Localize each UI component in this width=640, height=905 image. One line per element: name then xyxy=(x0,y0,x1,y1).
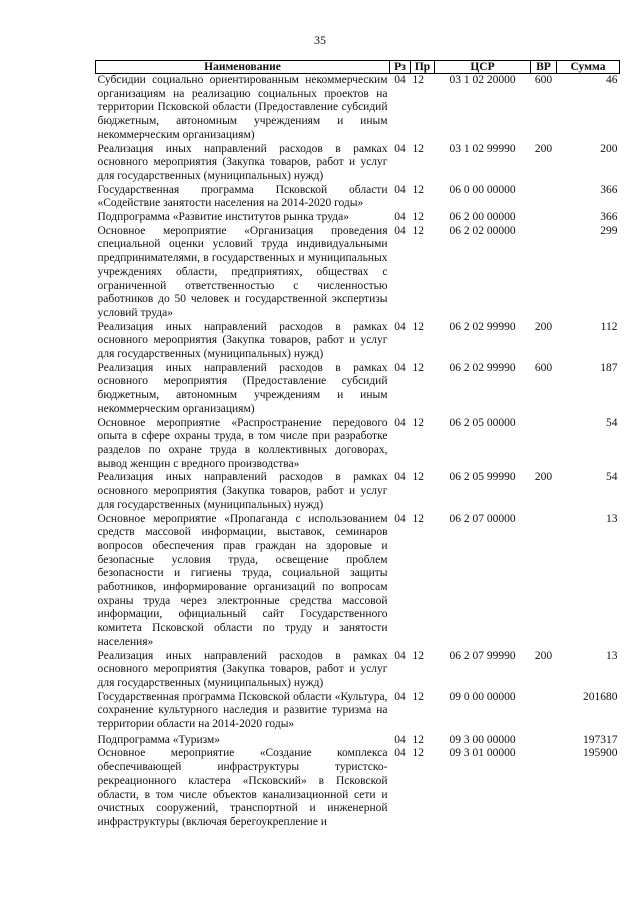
row-sum: 187 xyxy=(600,361,618,374)
row-name: Подпрограмма «Туризм» xyxy=(97,733,221,746)
budget-table xyxy=(95,60,620,830)
row-vr xyxy=(531,691,557,732)
table-row xyxy=(96,471,620,512)
table-row xyxy=(96,225,620,321)
row-rz: 04 xyxy=(394,211,406,224)
table-row xyxy=(96,513,620,650)
row-vr: 200 xyxy=(534,471,553,484)
row-pr: 12 xyxy=(412,690,424,703)
row-sum: 201680 xyxy=(583,690,618,703)
header-rz: Рз xyxy=(390,61,411,74)
row-vr xyxy=(531,513,557,650)
row-sum: 299 xyxy=(600,224,618,237)
row-pr: 12 xyxy=(412,416,424,429)
row-name: Основное мероприятие «Пропаганда с использованием средств массовой информации, выставок, семинаров вопросов обеспечения прав граждан на здоровые и безопасные условия труда, освещение проблем безопасности и гигиены труда, социальной защиты работников, информирование организаций по вопросам охраны труда через электронные средства массовой информации, официальный сайт Государственного комитета Псковской области по труду и занятости населения» xyxy=(97,512,388,648)
row-rz: 04 xyxy=(394,361,406,374)
row-rz: 04 xyxy=(394,224,406,237)
row-vr: 200 xyxy=(534,649,553,662)
row-sum: 112 xyxy=(600,320,618,333)
row-rz: 04 xyxy=(394,416,406,429)
row-vr: 200 xyxy=(534,320,553,333)
row-rz: 04 xyxy=(394,649,406,662)
row-vr xyxy=(531,417,557,472)
row-vr: 600 xyxy=(534,361,553,374)
row-sum: 54 xyxy=(606,416,618,429)
row-rz: 04 xyxy=(394,74,406,86)
row-csr: 06 2 05 00000 xyxy=(449,416,516,429)
table-row xyxy=(96,747,620,829)
table-row xyxy=(96,732,620,748)
table-row xyxy=(96,211,620,225)
table-row xyxy=(96,143,620,184)
row-name: Основное мероприятие «Создание комплекса обеспечивающей инфраструктуры туристско-рекреационного кластера «Псковский» в Псковской области, в том числе объектов канализационной сети и очистных сооружений, транспортной и инженерной инфраструктуры (включая берегоукрепление и xyxy=(97,747,388,828)
row-rz: 04 xyxy=(394,747,406,760)
row-sum: 54 xyxy=(606,471,618,484)
row-rz: 04 xyxy=(394,512,406,525)
row-name: Реализация иных направлений расходов в рамках основного мероприятия (Закупка товаров, работ и услуг для государственных (муниципальных) нужд) xyxy=(97,142,388,182)
page-number: 35 xyxy=(314,33,326,47)
row-sum: 46 xyxy=(606,74,618,86)
row-csr: 03 1 02 99990 xyxy=(449,142,516,155)
row-pr: 12 xyxy=(412,512,424,525)
header-sum: Сумма xyxy=(557,61,620,74)
row-name: Государственная программа Псковской области «Культура, сохранение культурного наследия и развитие туризма на территории области на 2014-2020 годы» xyxy=(97,690,388,731)
row-pr: 12 xyxy=(412,361,424,374)
row-sum: 13 xyxy=(606,649,618,662)
row-name: Основное мероприятие «Организация проведения специальной оценки условий труда индивидуальными предпринимателями, в государственных и муниципальных учреждениях области, предприятиях, обществах с ограниченной ответственностью с численностью работников до 50 человек и государственной экспертизы условий труда» xyxy=(97,224,388,319)
row-sum: 366 xyxy=(600,211,618,224)
header-vr: ВР xyxy=(531,61,557,74)
row-name: Государственная программа Псковской области «Содействие занятости населения на 2014-2020 годы» xyxy=(97,183,388,210)
row-csr: 06 2 07 00000 xyxy=(449,512,516,525)
table-row xyxy=(96,691,620,732)
row-rz: 04 xyxy=(394,142,406,155)
row-pr: 12 xyxy=(412,747,424,760)
row-pr: 12 xyxy=(412,183,424,196)
header-pr: Пр xyxy=(411,61,435,74)
row-name: Реализация иных направлений расходов в рамках основного мероприятия (Закупка товаров, работ и услуг для государственных (муниципальных) нужд) xyxy=(97,649,388,689)
row-pr: 12 xyxy=(412,649,424,662)
row-csr: 06 0 00 00000 xyxy=(449,183,516,196)
row-vr xyxy=(531,732,557,748)
row-sum: 366 xyxy=(600,183,618,196)
table-row xyxy=(96,650,620,691)
row-name: Реализация иных направлений расходов в рамках основного мероприятия (Предоставление субсидий бюджетным, автономным учреждениям и иным некоммерческим организациям) xyxy=(97,361,388,415)
row-sum: 195900 xyxy=(583,747,618,760)
row-sum: 13 xyxy=(606,512,618,525)
row-name: Подпрограмма «Развитие институтов рынка труда» xyxy=(97,211,349,224)
table-row xyxy=(96,184,620,211)
header-name: Наименование xyxy=(96,61,390,74)
row-sum: 200 xyxy=(600,142,618,155)
row-vr: 200 xyxy=(534,142,553,155)
table-row xyxy=(96,321,620,362)
row-csr: 06 2 02 99990 xyxy=(449,361,516,374)
row-csr: 06 2 02 00000 xyxy=(449,224,516,237)
header-csr: ЦСР xyxy=(435,61,531,74)
row-vr xyxy=(531,747,557,829)
row-pr: 12 xyxy=(412,471,424,484)
row-name: Основное мероприятие «Распространение передового опыта в сфере охраны труда, в том числе при разработке разделов по охране труда в коллективных договорах, вывод женщин с вредного производства» xyxy=(97,416,388,470)
row-vr xyxy=(531,211,557,225)
row-pr: 12 xyxy=(412,224,424,237)
row-vr xyxy=(531,184,557,211)
row-pr: 12 xyxy=(412,320,424,333)
row-rz: 04 xyxy=(394,733,406,746)
row-pr: 12 xyxy=(412,211,424,224)
row-pr: 12 xyxy=(412,733,424,746)
row-csr: 09 3 00 00000 xyxy=(449,733,516,746)
row-pr: 12 xyxy=(412,74,424,86)
row-name: Реализация иных направлений расходов в рамках основного мероприятия (Закупка товаров, работ и услуг для государственных (муниципальных) нужд) xyxy=(97,320,388,361)
row-csr: 06 2 05 99990 xyxy=(449,471,516,484)
row-csr: 06 2 02 99990 xyxy=(449,320,516,333)
row-sum: 197317 xyxy=(583,733,618,746)
row-csr: 03 1 02 20000 xyxy=(449,74,516,86)
row-pr: 12 xyxy=(412,142,424,155)
table-row xyxy=(96,362,620,417)
row-vr: 600 xyxy=(534,74,553,86)
row-rz: 04 xyxy=(394,471,406,484)
row-csr: 09 0 00 00000 xyxy=(449,690,516,703)
table-row xyxy=(96,417,620,472)
row-name: Реализация иных направлений расходов в рамках основного мероприятия (Закупка товаров, работ и услуг для государственных (муниципальных) нужд) xyxy=(97,471,388,511)
row-csr: 09 3 01 00000 xyxy=(449,747,516,760)
row-vr xyxy=(531,225,557,321)
row-csr: 06 2 07 99990 xyxy=(449,649,516,662)
table-header-row xyxy=(96,61,620,74)
row-csr: 06 2 00 00000 xyxy=(449,211,516,224)
row-name: Субсидии социально ориентированным некоммерческим организациям на реализацию социальных проектов на территории Псковской области (Предоставление субсидий бюджетным, автономным учреждениям и иным некоммерческим организациям) xyxy=(97,74,388,141)
row-rz: 04 xyxy=(394,320,406,333)
row-rz: 04 xyxy=(394,690,406,703)
table-row xyxy=(96,74,620,143)
row-rz: 04 xyxy=(394,183,406,196)
